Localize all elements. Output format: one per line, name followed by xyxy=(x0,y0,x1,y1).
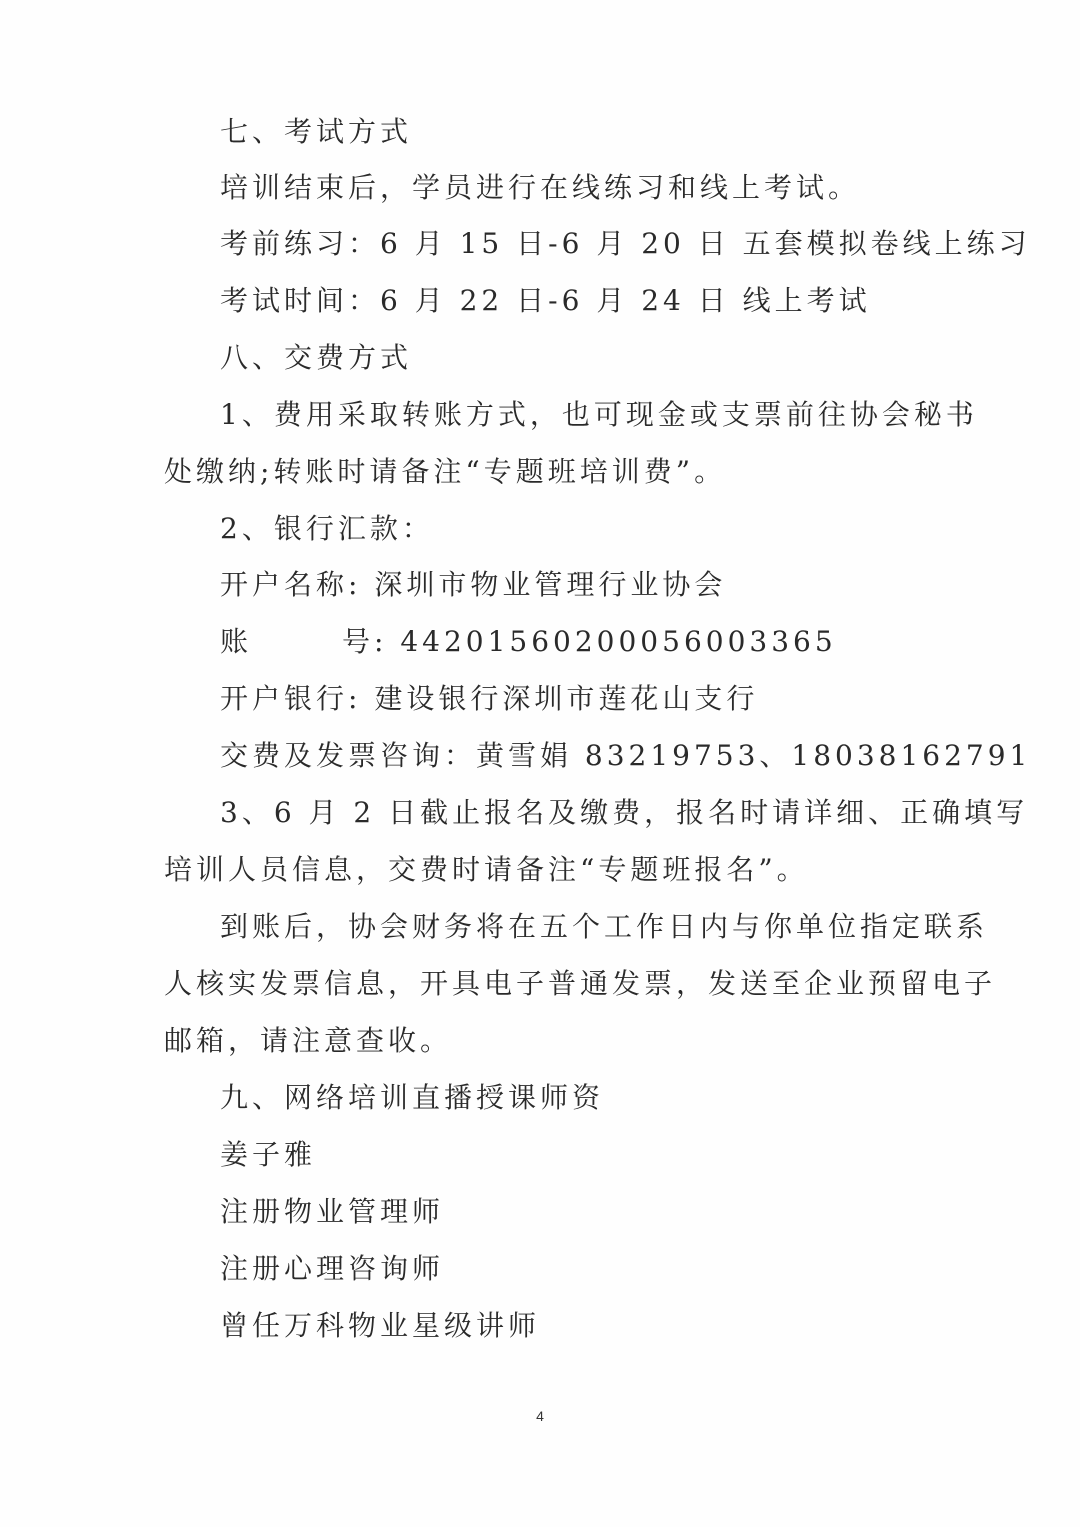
exam-time-schedule: 考试时间：6 月 22 日-6 月 24 日 线上考试 xyxy=(220,284,871,317)
account-number: 号: 442015602000560033​65 xyxy=(342,625,837,658)
bank-branch: 开户银行: 建设银行深圳市莲花山支行 xyxy=(220,682,759,715)
after-payment-line3: 邮箱，请注意查收。 xyxy=(164,1024,453,1057)
payment-item3-line2: 培训人员信息，交费时请备注“专题班报名”。 xyxy=(164,853,809,886)
after-payment-line2: 人核实发票信息，开具电子普通发票，发送至企业预留电子 xyxy=(164,967,997,1000)
payment-item3-line1: 3、6 月 2 日截止报名及缴费，报名时请详细、正确填写 xyxy=(220,796,1029,829)
page-number: 4 xyxy=(536,1408,544,1424)
teacher-name: 姜子雅 xyxy=(220,1138,317,1171)
teacher-credential-1: 注册物业管理师 xyxy=(220,1195,445,1228)
payment-item1-line1: 1、费用采取转账方式，也可现金或支票前往协会秘书 xyxy=(220,398,978,431)
teacher-section-heading: 九、网络培训直播授课师资 xyxy=(220,1081,605,1114)
payment-item1-line2: 处缴纳;转账时请备注“专题班培训费”。 xyxy=(164,455,727,488)
teacher-credential-3: 曾任万科物业星级讲师 xyxy=(220,1309,541,1342)
exam-intro: 培训结束后，学员进行在线练习和线上考试。 xyxy=(220,171,861,204)
account-label-a: 账 xyxy=(220,625,253,658)
exam-practice-schedule: 考前练习：6 月 15 日-6 月 20 日 五套模拟卷线上练习 xyxy=(220,227,1031,260)
account-name: 开户名称: 深圳市物业管理行业协会 xyxy=(220,568,727,601)
after-payment-line1: 到账后，协会财务将在五个工作日内与你单位指定联系 xyxy=(220,910,989,943)
payment-item2-heading: 2、银行汇款： xyxy=(220,512,434,545)
teacher-credential-2: 注册心理咨询师 xyxy=(220,1252,445,1285)
exam-section-heading: 七、考试方式 xyxy=(220,115,413,148)
account-number-line xyxy=(220,622,837,662)
payment-consult: 交费及发票咨询：黄雪娟 83219753、18038162791 xyxy=(220,739,1032,772)
payment-section-heading: 八、交费方式 xyxy=(220,341,413,374)
